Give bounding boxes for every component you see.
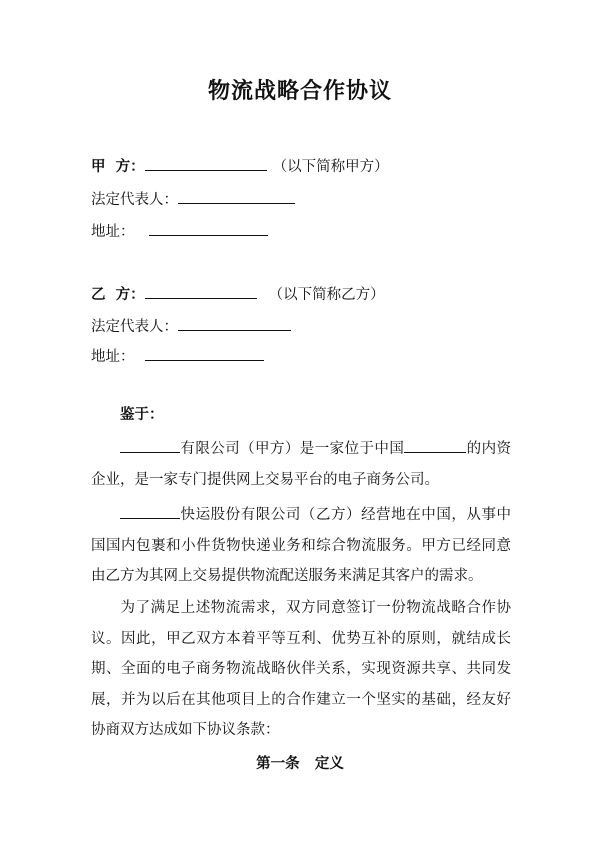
document-title: 物流战略合作协议 [207,78,392,104]
paragraph-2 [91,500,511,592]
party-b-name-blank [145,284,257,299]
paragraph-2-text: 快运股份有限公司（乙方）经营地在中国，从事中国国内包裹和小件货物快递业务和综合物流服务。甲方已经同意由乙方为其网上交易提供物流配送服务来满足其客户的需求。 [91,507,511,584]
company-b-blank [120,504,180,519]
location-blank [404,438,466,453]
company-a-blank [120,438,180,453]
party-a-line [91,156,389,177]
paragraph-1-part-a: 有限公司（甲方）是一家位于中国 [180,441,405,457]
paragraph-1 [91,434,511,495]
party-a-rep-blank [178,189,295,204]
party-a-addr-label: 地址： [91,224,135,240]
party-b-line [91,284,385,305]
party-a-label: 甲 方： [91,158,145,175]
party-a-rep-label: 法定代表人： [91,192,178,208]
party-b-rep-label: 法定代表人： [91,319,178,335]
article-1-heading: 第一条 定义 [256,755,344,772]
party-b-addr-line [91,346,264,367]
party-a-name-blank [145,156,267,171]
party-a-note: （以下简称甲方） [272,159,389,175]
paragraph-3-text: 为了满足上述物流需求，双方同意签订一份物流战略合作协议。因此，甲乙双方本着平等互利、优势互补的原则，就结成长期、全面的电子商务物流战略伙伴关系，实现资源共享、共同发展，并为以后在其他项目上的合作建立一个坚实的基础，经友好协商双方达成如下协议条款： [91,600,511,738]
party-b-label: 乙 方： [91,286,145,303]
party-b-rep-blank [178,316,291,331]
party-a-rep-line [91,189,295,210]
party-b-addr-label: 地址： [91,349,135,365]
whereas-heading: 鉴于： [120,406,164,423]
paragraph-3 [91,593,511,746]
party-b-note: （以下简称乙方） [268,287,385,303]
party-b-addr-blank [145,346,264,361]
party-b-rep-line [91,316,291,337]
party-a-addr-blank [149,221,268,236]
party-a-addr-line [91,221,268,242]
paragraph-1-part-b: 的内资企业，是一家专门提供网上交易平台的电子商务公司。 [91,441,512,488]
